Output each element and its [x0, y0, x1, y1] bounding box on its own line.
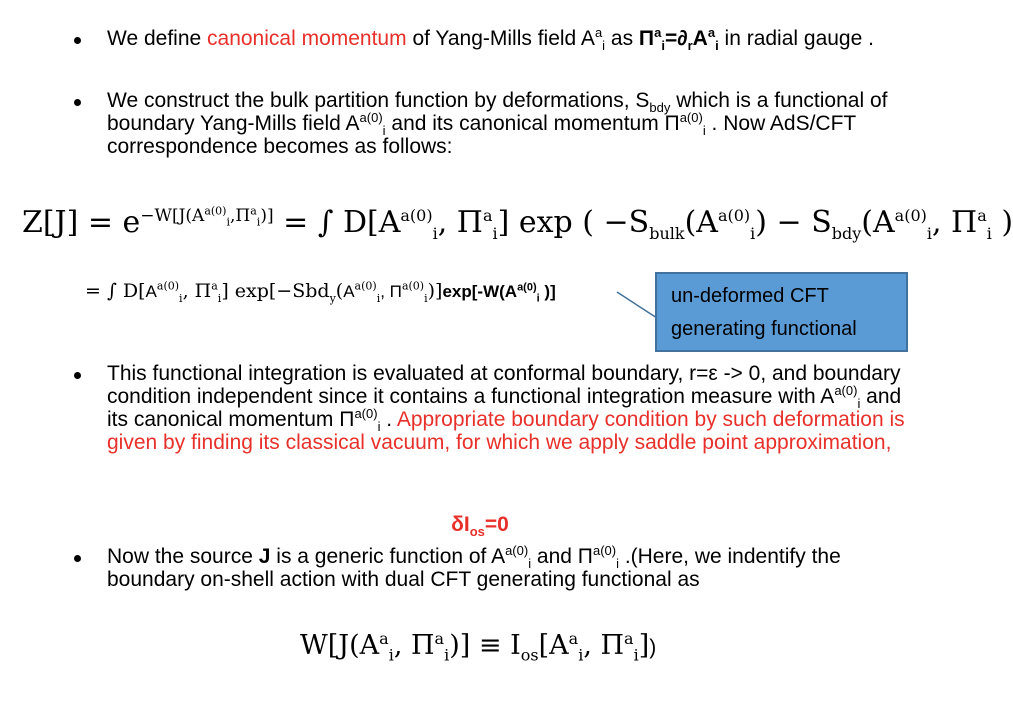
math-text: δI — [451, 513, 470, 536]
subscript: i — [715, 38, 719, 54]
text: A — [692, 27, 708, 50]
subscript: i — [986, 224, 992, 243]
superscript: a(0) — [834, 383, 858, 398]
math-text: ] exp ( −S — [497, 205, 650, 240]
callout-line-1: un-deformed CFT — [671, 285, 829, 307]
superscript: a(0) — [517, 281, 537, 294]
math-text: ,Π — [230, 206, 251, 226]
math-text: ] exp[−Sbd — [221, 280, 330, 302]
text: . Now AdS/CFT correspondence becomes as follows: — [107, 112, 856, 158]
bullet-functional-integration — [107, 362, 912, 454]
equation-generating-functional — [300, 629, 657, 665]
text: Π — [638, 27, 655, 50]
superscript: a — [250, 204, 257, 218]
text: . — [380, 408, 397, 431]
subscript: i — [377, 419, 381, 435]
math-text: Z[J] = e — [22, 205, 141, 240]
math-text: A — [343, 282, 355, 301]
superscript: a — [654, 25, 662, 40]
highlight-boundary-condition: Appropriate boundary condition by such deformation is given by finding its classical vacuum, for which we apply saddle point approximation, — [107, 408, 905, 454]
math-text: )] — [260, 206, 274, 226]
superscript: a(0) — [717, 206, 751, 225]
highlight-canonical-momentum: canonical momentum — [207, 27, 407, 50]
math-text: = ∫ D[A — [273, 205, 401, 240]
math-text: W[J(A — [300, 630, 380, 661]
math-text: )] ≡ I — [449, 630, 521, 661]
closing-paren: ) — [649, 636, 657, 659]
subscript: i — [382, 123, 386, 139]
math-text: , Π — [182, 280, 212, 302]
math-text: [A — [538, 630, 569, 661]
text: which is a functional of boundary Yang-Mills field A — [107, 89, 888, 135]
math-text: ) — [991, 205, 1013, 240]
text: and its canonical momentum Π — [385, 112, 680, 135]
subscript: bulk — [649, 224, 685, 243]
subscript: i — [226, 215, 230, 229]
math-text: (A — [684, 205, 718, 240]
superscript: a — [211, 279, 218, 293]
math-text: )] — [427, 280, 443, 302]
subscript: i — [633, 645, 639, 665]
subscript: i — [432, 224, 438, 243]
subscript: i — [661, 38, 665, 54]
superscript: a — [977, 206, 987, 225]
math-text: (A — [861, 205, 895, 240]
superscript: a — [379, 629, 389, 648]
superscript: a(0) — [505, 543, 529, 558]
text: in radial gauge . — [718, 27, 874, 50]
math-text: = ∫ D[ — [85, 280, 146, 302]
math-text: =0 — [484, 513, 509, 536]
superscript: a(0) — [354, 279, 377, 293]
bullet-marker — [74, 372, 81, 379]
subscript: i — [376, 291, 381, 305]
subscript: i — [424, 291, 428, 305]
text: We define — [107, 27, 208, 50]
text: and its canonical momentum Π — [107, 385, 902, 431]
math-text: A — [145, 282, 157, 301]
text: .(Here, we indentify the boundary on-shell action with dual CFT generating functional as — [107, 545, 841, 591]
subscript: i — [217, 291, 222, 305]
callout-line-2: generating functional — [671, 318, 857, 340]
math-text: , Π — [583, 630, 625, 661]
text: =∂ — [664, 27, 688, 50]
subscript: i — [528, 556, 532, 572]
superscript: a — [568, 629, 579, 648]
text: and Π — [531, 545, 593, 568]
superscript: a — [482, 206, 493, 225]
superscript: a(0) — [354, 406, 378, 421]
subscript: i — [616, 556, 619, 572]
subscript: i — [926, 224, 932, 243]
subscript: i — [388, 645, 394, 665]
math-text: −W[J(A — [140, 206, 205, 226]
subscript: i — [536, 292, 540, 305]
text: Now the source — [107, 545, 259, 568]
superscript: a — [624, 629, 634, 648]
subscript: r — [687, 38, 693, 54]
bullet-marker — [74, 555, 81, 562]
subscript: bdy — [649, 100, 671, 116]
math-text: , Π — [393, 630, 435, 661]
equation-saddle-point — [0, 513, 960, 540]
superscript: a(0) — [894, 206, 927, 225]
math-text: , Π — [437, 205, 483, 240]
superscript: a(0) — [400, 206, 433, 225]
superscript: a(0) — [359, 110, 383, 125]
connector-line — [617, 292, 660, 320]
subscript: y — [329, 291, 336, 305]
superscript: a — [707, 25, 716, 40]
bullet-source-j — [107, 545, 922, 591]
math-text: , Π — [931, 205, 978, 240]
subscript: i — [750, 224, 756, 243]
subscript: os — [520, 645, 539, 665]
math-text: exp[-W(A — [442, 282, 518, 301]
superscript: a — [434, 629, 445, 648]
subscript: bdy — [831, 224, 862, 243]
text: We construct the bulk partition function by deformations, S — [107, 89, 650, 112]
subscript: i — [444, 645, 450, 665]
subscript: i — [256, 215, 261, 229]
subscript: i — [179, 291, 183, 305]
text: of Yang-Mills field A — [406, 27, 595, 50]
source-j: J — [258, 545, 271, 568]
superscript: a(0) — [592, 543, 617, 558]
superscript: a(0) — [679, 110, 703, 125]
text: This functional integration is evaluated at conformal boundary, r=ε -> 0, and boundary condition independent since it contains a functional integration measure with A — [107, 362, 901, 408]
superscript: a(0) — [401, 279, 425, 293]
superscript: a — [594, 25, 603, 40]
subscript: i — [702, 123, 706, 139]
subscript: i — [492, 224, 498, 243]
math-text: ] — [638, 630, 650, 661]
subscript: i — [857, 396, 861, 412]
callout-undeformed-cft — [655, 272, 908, 352]
text: as — [605, 27, 639, 50]
text: is a generic function of A — [270, 545, 506, 568]
subscript: os — [469, 524, 485, 540]
subscript: i — [602, 38, 606, 54]
superscript: a(0) — [204, 204, 227, 218]
subscript: i — [578, 645, 584, 665]
math-text: ( — [335, 280, 344, 302]
math-text: ) − S — [755, 205, 832, 240]
superscript: a(0) — [156, 279, 180, 293]
math-text: , Π — [380, 282, 402, 301]
math-text: )] — [539, 282, 556, 301]
